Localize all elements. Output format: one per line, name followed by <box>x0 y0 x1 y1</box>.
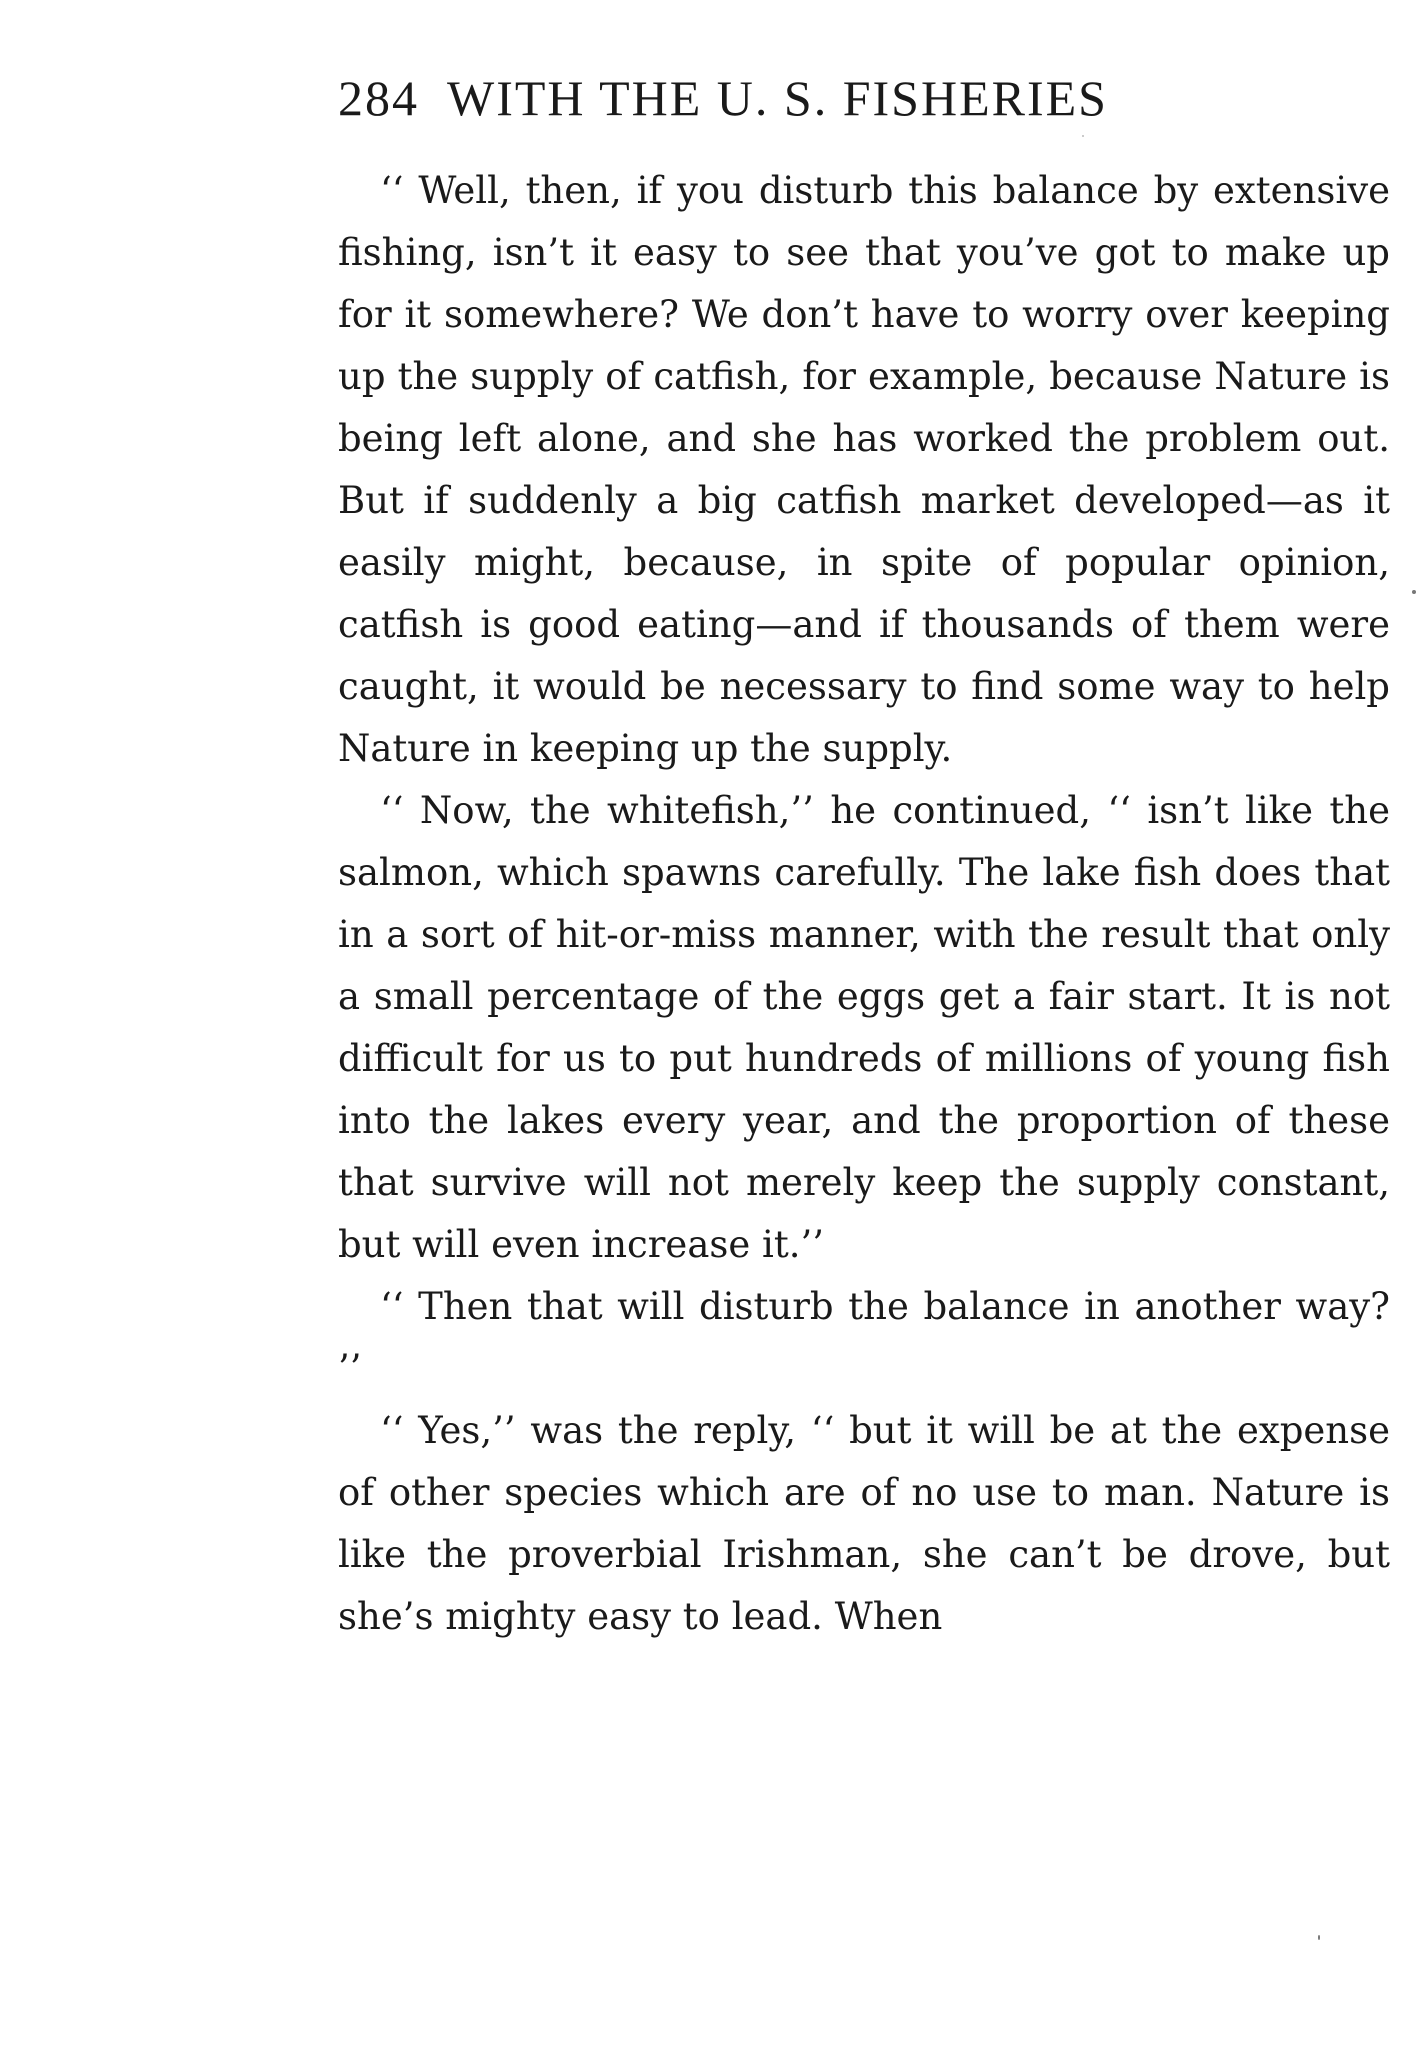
body-text <box>338 160 1390 1648</box>
paragraph-2: ‘‘ Now, the whitefish,’’ he continued, ‘‘ isn’t like the salmon, which spawns carefully. The lake fish does that in a sort of hit-or-miss manner, with the result that only a small percentage of the eggs get a fair start. It is not difficult for us to put hundreds of millions of young fish into the lakes every year, and the proportion of these that survive will not merely keep the supply constant, but will even increase it.’’ <box>338 789 1390 1266</box>
running-title: WITH THE U. S. FISHERIES <box>447 70 1108 126</box>
scan-speck <box>1412 590 1416 594</box>
page-number: 284 <box>338 70 419 126</box>
paragraph-4: ‘‘ Yes,’’ was the reply, ‘‘ but it will be at the expense of other species which are of no use to man. Nature is like the proverbial Irishman, she can’t be drove, but she’s mighty easy to lead. When <box>338 1409 1390 1638</box>
running-head <box>338 68 1338 128</box>
paragraph-1: ‘‘ Well, then, if you disturb this balance by extensive fishing, isn’t it easy to see that you’ve got to make up for it somewhere? We don’t have to worry over keeping up the supply of catfish, for example, because Nature is being left alone, and she has worked the problem out. But if suddenly a big catfish market developed—as it easily might, because, in spite of popular opinion, catfish is good eating—and if thousands of them were caught, it would be necessary to find some way to help Nature in keeping up the supply. <box>338 169 1390 770</box>
scan-speck <box>1082 135 1084 137</box>
scan-speck <box>1318 1935 1320 1940</box>
paragraph-3: ‘‘ Then that will disturb the balance in another way? ’’ <box>338 1285 1390 1390</box>
